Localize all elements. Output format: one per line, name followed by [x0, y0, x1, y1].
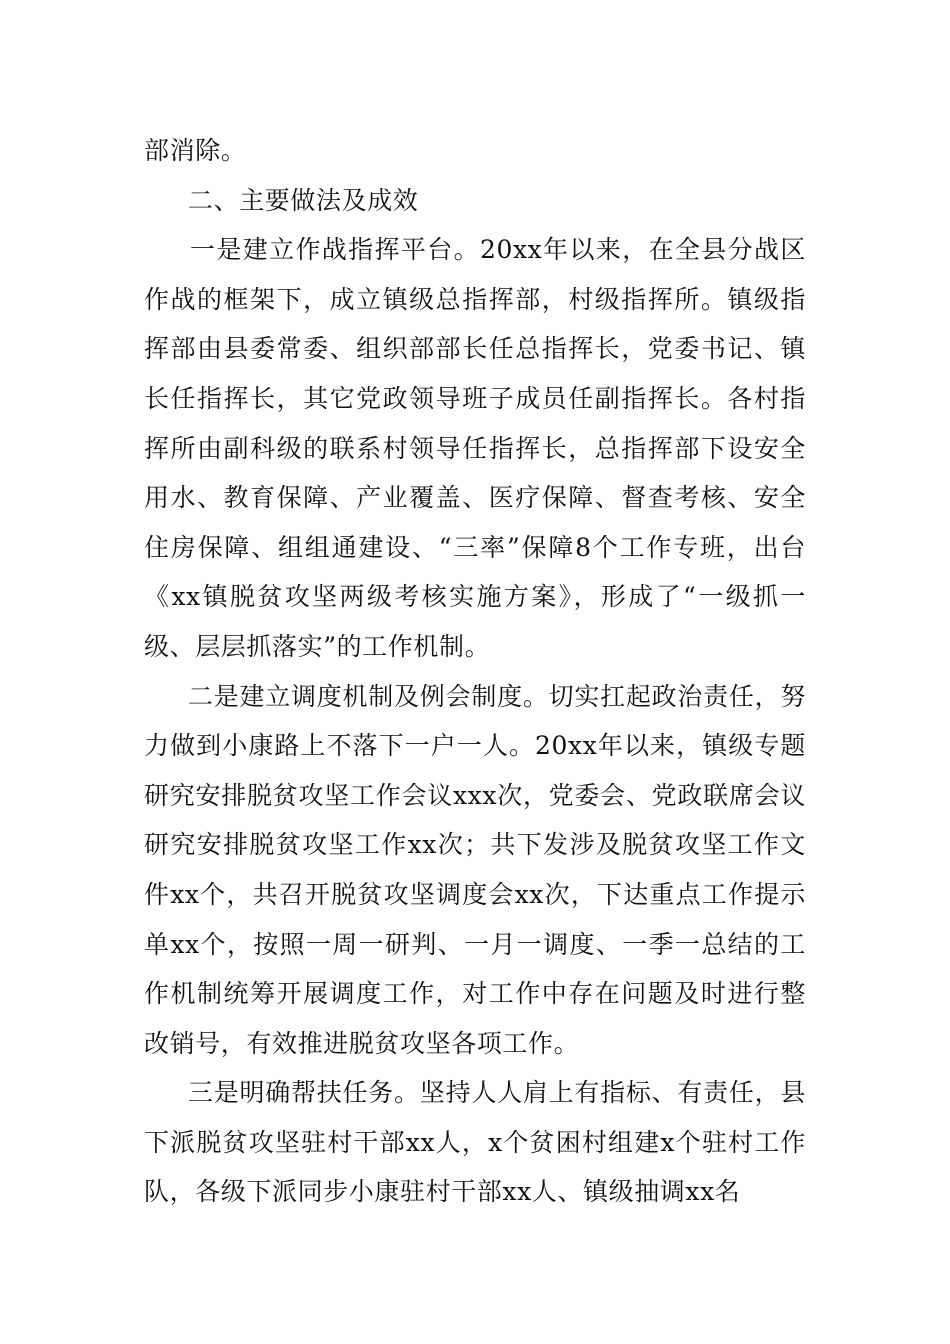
paragraph-assistance-tasks: 三是明确帮扶任务。坚持人人肩上有指标、有责任，县下派脱贫攻坚驻村干部xx人，x个贫困村组建x个驻村工作队，各级下派同步小康驻村干部xx人、镇级抽调xx名	[144, 1078, 806, 1207]
paragraph-dispatch-mechanism: 二是建立调度机制及例会制度。切实扛起政治责任，努力做到小康路上不落下一户一人。20xx年以来，镇级专题研究安排脱贫攻坚工作会议xxx次，党委会、党政联席会议研究安排脱贫攻坚工作xx次；共下发涉及脱贫攻坚工作文件xx个，共召开脱贫攻坚调度会xx次，下达重点工作提示单xx个，按照一周一研判、一月一调度、一季一总结的工作机制统筹开展调度工作，对工作中存在问题及时进行整改销号，有效推进脱贫攻坚各项工作。	[144, 681, 806, 1058]
section-heading: 二、主要做法及成效	[188, 185, 419, 215]
paragraph-command-platform: 一是建立作战指挥平台。20xx年以来，在全县分战区作战的框架下，成立镇级总指挥部，村级指挥所。镇级指挥部由县委常委、组织部部长任总指挥长，党委书记、镇长任指挥长，其它党政领导班子成员任副指挥长。各村指挥所由副科级的联系村领导任指挥长，总指挥部下设安全用水、教育保障、产业覆盖、医疗保障、督查考核、安全住房保障、组组通建设、“三率”保障8个工作专班，出台《xx镇脱贫攻坚两级考核实施方案》，形成了“一级抓一级、层层抓落实”的工作机制。	[144, 235, 806, 661]
paragraph-continuation: 部消除。	[144, 136, 247, 165]
document-body	[144, 126, 806, 1217]
